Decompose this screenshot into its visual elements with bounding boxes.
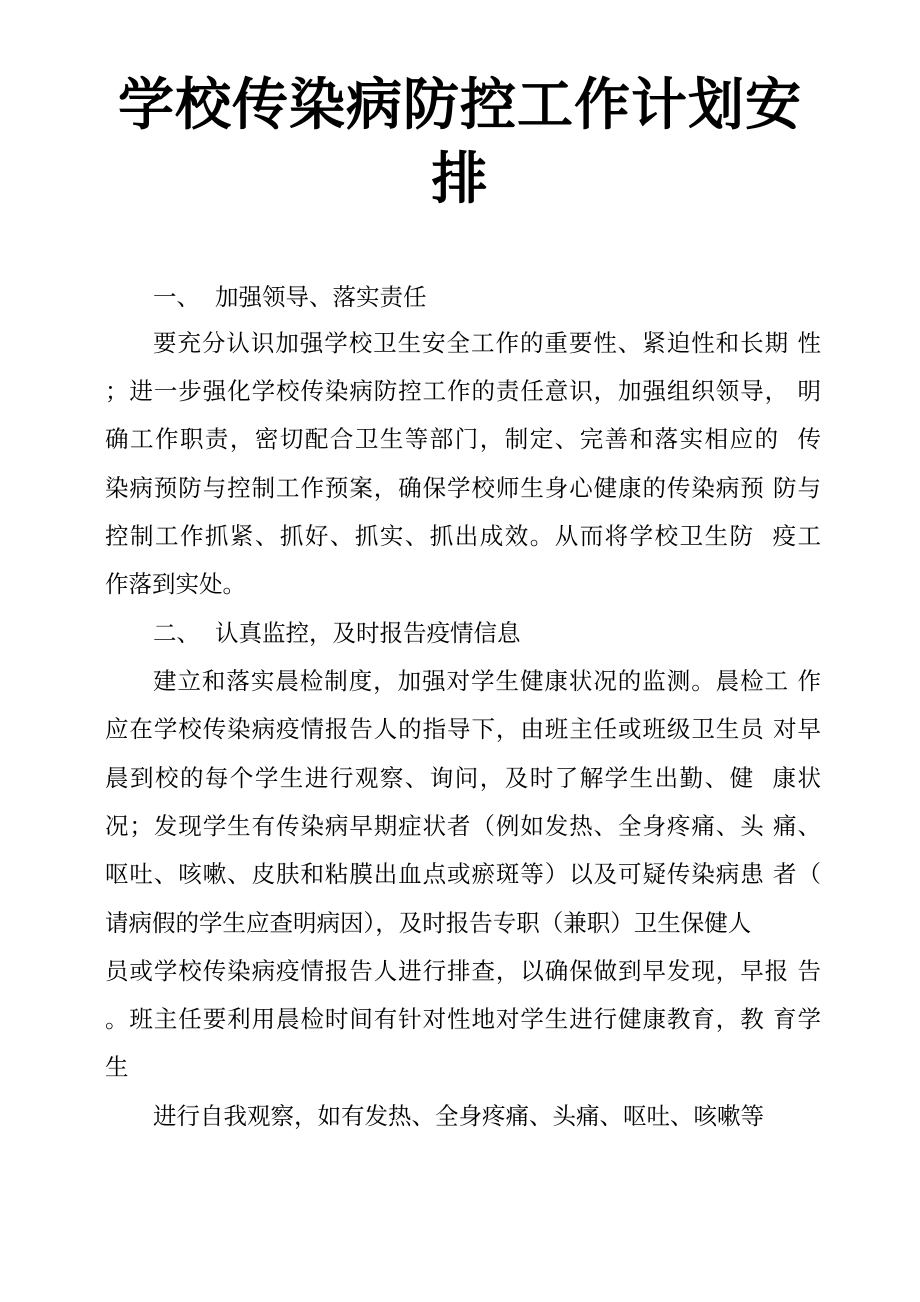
paragraph-line: 员或学校传染病疫情报告人进行排查，以确保做到早发现，早报 告 <box>105 957 821 985</box>
paragraph-line: 染病预防与控制工作预案，确保学校师生身心健康的传染病预 防与 <box>105 474 821 502</box>
section-heading-2: 二、 认真监控，及时报告疫情信息 <box>153 619 521 647</box>
paragraph-line: 生 <box>105 1053 129 1081</box>
paragraph-line: 建立和落实晨检制度，加强对学生健康状况的监测。晨检工 作 <box>153 667 821 695</box>
document-title-line-1: 学校传染病防控工作计划安 <box>118 73 802 138</box>
paragraph-line: 请病假的学生应查明病因），及时报告专职（兼职）卫生保健人 <box>105 909 752 937</box>
paragraph-line: 确工作职责，密切配合卫生等部门，制定、完善和落实相应的 传 <box>105 425 821 453</box>
paragraph-line: 况；发现学生有传染病早期症状者（例如发热、全身疼痛、头 痛、 <box>105 812 821 840</box>
paragraph-line: 。班主任要利用晨检时间有针对性地对学生进行健康教育，教 育学 <box>105 1005 821 1033</box>
section-heading-1: 一、 加强领导、落实责任 <box>153 283 427 311</box>
paragraph-line: 作落到实处。 <box>105 570 246 598</box>
document-title-line-2: 排 <box>431 147 489 212</box>
paragraph-line: 呕吐、咳嗽、皮肤和粘膜出血点或瘀斑等）以及可疑传染病患 者（ <box>105 860 821 888</box>
paragraph-line: 进行自我观察，如有发热、全身疼痛、头痛、呕吐、咳嗽等 <box>153 1102 764 1130</box>
paragraph-line: ；进一步强化学校传染病防控工作的责任意识，加强组织领导， 明 <box>105 377 821 405</box>
paragraph-line: 晨到校的每个学生进行观察、询问，及时了解学生出勤、健 康状 <box>105 764 821 792</box>
paragraph-line: 要充分认识加强学校卫生安全工作的重要性、紧迫性和长期 性 <box>153 329 821 357</box>
paragraph-line: 应在学校传染病疫情报告人的指导下，由班主任或班级卫生员 对早 <box>105 715 821 743</box>
paragraph-line: 控制工作抓紧、抓好、抓实、抓出成效。从而将学校卫生防 疫工 <box>105 522 821 550</box>
